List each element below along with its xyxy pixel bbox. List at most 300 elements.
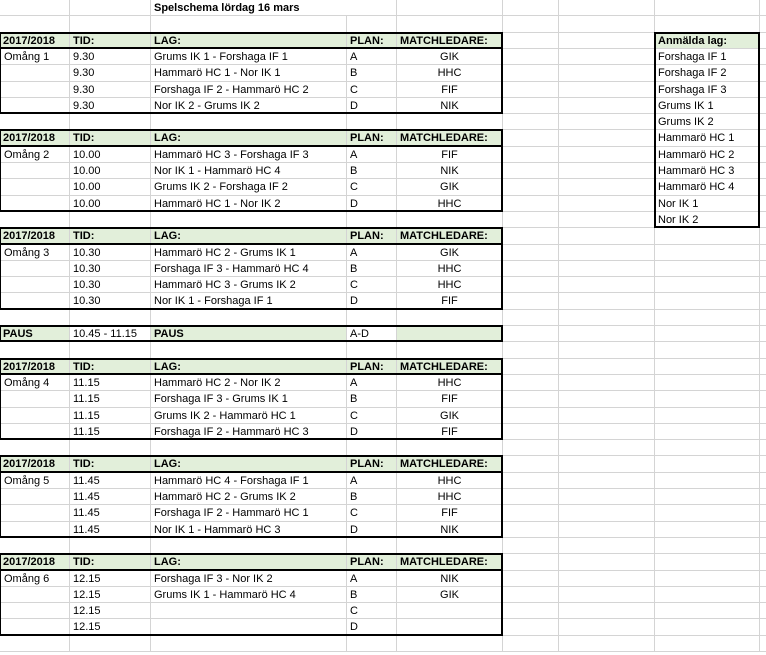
referee-cell[interactable]: GIK	[397, 587, 503, 603]
empty-cell[interactable]	[503, 293, 559, 310]
empty-cell[interactable]	[503, 554, 559, 571]
empty-cell[interactable]	[559, 65, 655, 82]
empty-cell[interactable]	[397, 310, 503, 326]
empty-cell[interactable]	[503, 49, 559, 65]
empty-cell[interactable]	[760, 261, 766, 277]
header-tid[interactable]: TID:	[70, 456, 151, 473]
empty-cell[interactable]	[503, 571, 559, 587]
empty-cell[interactable]	[655, 571, 760, 587]
empty-cell[interactable]	[760, 212, 766, 228]
empty-cell[interactable]	[70, 440, 151, 456]
match-cell[interactable]: Hammarö HC 3 - Forshaga IF 3	[151, 147, 347, 163]
empty-cell[interactable]	[151, 342, 347, 359]
header-tid[interactable]: TID:	[70, 228, 151, 245]
team-item[interactable]: Hammarö HC 1	[655, 130, 760, 147]
team-item[interactable]: Grums IK 2	[655, 114, 760, 130]
empty-cell[interactable]	[70, 342, 151, 359]
empty-cell[interactable]	[655, 619, 760, 636]
match-cell[interactable]: Nor IK 1 - Hammarö HC 3	[151, 522, 347, 538]
round-label[interactable]: Omång 2	[0, 147, 70, 163]
pause-text[interactable]: PAUS	[151, 326, 347, 342]
empty-cell[interactable]	[559, 440, 655, 456]
team-item[interactable]: Nor IK 2	[655, 212, 760, 228]
empty-cell[interactable]	[559, 0, 655, 16]
round-label[interactable]: Omång 3	[0, 245, 70, 261]
empty-cell[interactable]	[559, 82, 655, 98]
empty-cell[interactable]	[760, 587, 766, 603]
empty-cell[interactable]	[503, 147, 559, 163]
empty-cell[interactable]	[559, 375, 655, 391]
empty-cell[interactable]	[503, 114, 559, 130]
empty-cell[interactable]	[760, 245, 766, 261]
empty-cell[interactable]	[559, 619, 655, 636]
cell[interactable]	[0, 261, 70, 277]
time-cell[interactable]: 11.45	[70, 522, 151, 538]
time-cell[interactable]: 9.30	[70, 65, 151, 82]
match-cell[interactable]: Nor IK 1 - Forshaga IF 1	[151, 293, 347, 310]
empty-cell[interactable]	[760, 603, 766, 619]
empty-cell[interactable]	[760, 489, 766, 505]
empty-cell[interactable]	[655, 489, 760, 505]
empty-cell[interactable]	[760, 179, 766, 196]
empty-cell[interactable]	[559, 391, 655, 408]
field-cell[interactable]: B	[347, 391, 397, 408]
match-cell[interactable]: Forshaga IF 2 - Hammarö HC 2	[151, 82, 347, 98]
match-cell[interactable]: Forshaga IF 3 - Hammarö HC 4	[151, 261, 347, 277]
empty-cell[interactable]	[347, 440, 397, 456]
empty-cell[interactable]	[503, 424, 559, 440]
empty-cell[interactable]	[655, 293, 760, 310]
empty-cell[interactable]	[503, 473, 559, 489]
header-matchledare[interactable]: MATCHLEDARE:	[397, 228, 503, 245]
empty-cell[interactable]	[760, 49, 766, 65]
empty-cell[interactable]	[559, 473, 655, 489]
empty-cell[interactable]	[655, 538, 760, 554]
empty-cell[interactable]	[397, 114, 503, 130]
header-plan[interactable]: PLAN:	[347, 456, 397, 473]
field-cell[interactable]: B	[347, 489, 397, 505]
empty-cell[interactable]	[397, 212, 503, 228]
empty-cell[interactable]	[760, 163, 766, 179]
empty-cell[interactable]	[760, 16, 766, 33]
empty-cell[interactable]	[760, 310, 766, 326]
empty-cell[interactable]	[503, 456, 559, 473]
time-cell[interactable]: 10.30	[70, 277, 151, 293]
field-cell[interactable]: D	[347, 424, 397, 440]
empty-cell[interactable]	[503, 359, 559, 375]
header-lag[interactable]: LAG:	[151, 228, 347, 245]
empty-cell[interactable]	[559, 179, 655, 196]
referee-cell[interactable]: GIK	[397, 408, 503, 424]
empty-cell[interactable]	[559, 98, 655, 114]
field-cell[interactable]: C	[347, 277, 397, 293]
empty-cell[interactable]	[503, 98, 559, 114]
referee-cell[interactable]: FIF	[397, 505, 503, 522]
field-cell[interactable]: A	[347, 147, 397, 163]
match-cell[interactable]: Grums IK 2 - Hammarö HC 1	[151, 408, 347, 424]
empty-cell[interactable]	[655, 310, 760, 326]
empty-cell[interactable]	[760, 33, 766, 49]
empty-cell[interactable]	[503, 408, 559, 424]
empty-cell[interactable]	[559, 505, 655, 522]
match-cell[interactable]: Nor IK 2 - Grums IK 2	[151, 98, 347, 114]
empty-cell[interactable]	[559, 408, 655, 424]
field-cell[interactable]: B	[347, 163, 397, 179]
empty-cell[interactable]	[559, 196, 655, 212]
empty-cell[interactable]	[503, 163, 559, 179]
empty-cell[interactable]	[503, 342, 559, 359]
empty-cell[interactable]	[559, 147, 655, 163]
empty-cell[interactable]	[655, 0, 760, 16]
empty-cell[interactable]	[347, 342, 397, 359]
empty-cell[interactable]	[559, 49, 655, 65]
empty-cell[interactable]	[347, 636, 397, 652]
empty-cell[interactable]	[503, 196, 559, 212]
empty-cell[interactable]	[655, 326, 760, 342]
empty-cell[interactable]	[347, 114, 397, 130]
time-cell[interactable]: 12.15	[70, 571, 151, 587]
field-cell[interactable]: A	[347, 375, 397, 391]
empty-cell[interactable]	[655, 245, 760, 261]
empty-cell[interactable]	[655, 408, 760, 424]
empty-cell[interactable]	[503, 636, 559, 652]
header-tid[interactable]: TID:	[70, 33, 151, 49]
cell[interactable]	[0, 489, 70, 505]
field-cell[interactable]: A	[347, 571, 397, 587]
header-tid[interactable]: TID:	[70, 130, 151, 147]
header-matchledare[interactable]: MATCHLEDARE:	[397, 33, 503, 49]
empty-cell[interactable]	[559, 636, 655, 652]
referee-cell[interactable]: FIF	[397, 147, 503, 163]
empty-cell[interactable]	[655, 261, 760, 277]
empty-cell[interactable]	[655, 391, 760, 408]
empty-cell[interactable]	[760, 65, 766, 82]
field-cell[interactable]: C	[347, 179, 397, 196]
empty-cell[interactable]	[503, 130, 559, 147]
empty-cell[interactable]	[559, 277, 655, 293]
empty-cell[interactable]	[503, 522, 559, 538]
empty-cell[interactable]	[760, 538, 766, 554]
empty-cell[interactable]	[503, 538, 559, 554]
field-cell[interactable]: D	[347, 293, 397, 310]
round-label[interactable]: Omång 5	[0, 473, 70, 489]
referee-cell[interactable]	[397, 603, 503, 619]
header-plan[interactable]: PLAN:	[347, 33, 397, 49]
match-cell[interactable]: Grums IK 1 - Hammarö HC 4	[151, 587, 347, 603]
field-cell[interactable]: B	[347, 261, 397, 277]
time-cell[interactable]: 11.15	[70, 391, 151, 408]
empty-cell[interactable]	[397, 440, 503, 456]
header-lag[interactable]: LAG:	[151, 33, 347, 49]
referee-cell[interactable]: NIK	[397, 522, 503, 538]
empty-cell[interactable]	[559, 489, 655, 505]
empty-cell[interactable]	[760, 114, 766, 130]
empty-cell[interactable]	[503, 228, 559, 245]
empty-cell[interactable]	[151, 114, 347, 130]
empty-cell[interactable]	[559, 522, 655, 538]
empty-cell[interactable]	[503, 619, 559, 636]
empty-cell[interactable]	[559, 538, 655, 554]
empty-cell[interactable]	[760, 342, 766, 359]
header-lag[interactable]: LAG:	[151, 359, 347, 375]
match-cell[interactable]: Grums IK 2 - Forshaga IF 2	[151, 179, 347, 196]
empty-cell[interactable]	[559, 228, 655, 245]
field-cell[interactable]: C	[347, 505, 397, 522]
match-cell[interactable]: Forshaga IF 3 - Nor IK 2	[151, 571, 347, 587]
cell[interactable]	[0, 587, 70, 603]
empty-cell[interactable]	[559, 245, 655, 261]
cell[interactable]	[0, 522, 70, 538]
empty-cell[interactable]	[655, 603, 760, 619]
team-item[interactable]: Hammarö HC 2	[655, 147, 760, 163]
cell[interactable]	[0, 163, 70, 179]
referee-cell[interactable]: HHC	[397, 473, 503, 489]
empty-cell[interactable]	[503, 391, 559, 408]
empty-cell[interactable]	[503, 440, 559, 456]
referee-cell[interactable]: FIF	[397, 293, 503, 310]
empty-cell[interactable]	[655, 456, 760, 473]
empty-cell[interactable]	[70, 636, 151, 652]
empty-cell[interactable]	[503, 310, 559, 326]
time-cell[interactable]: 10.00	[70, 163, 151, 179]
empty-cell[interactable]	[503, 82, 559, 98]
time-cell[interactable]: 11.15	[70, 424, 151, 440]
empty-cell[interactable]	[559, 424, 655, 440]
empty-cell[interactable]	[760, 375, 766, 391]
header-lag[interactable]: LAG:	[151, 554, 347, 571]
time-cell[interactable]: 10.00	[70, 147, 151, 163]
empty-cell[interactable]	[0, 440, 70, 456]
empty-cell[interactable]	[559, 163, 655, 179]
header-plan[interactable]: PLAN:	[347, 228, 397, 245]
empty-cell[interactable]	[503, 603, 559, 619]
cell[interactable]	[0, 196, 70, 212]
round-label[interactable]: Omång 6	[0, 571, 70, 587]
empty-cell[interactable]	[503, 505, 559, 522]
empty-cell[interactable]	[559, 342, 655, 359]
time-cell[interactable]: 11.15	[70, 408, 151, 424]
empty-cell[interactable]	[760, 424, 766, 440]
header-lag[interactable]: LAG:	[151, 456, 347, 473]
empty-cell[interactable]	[503, 16, 559, 33]
empty-cell[interactable]	[70, 114, 151, 130]
time-cell[interactable]: 10.00	[70, 179, 151, 196]
time-cell[interactable]: 10.30	[70, 293, 151, 310]
header-season[interactable]: 2017/2018	[0, 359, 70, 375]
empty-cell[interactable]	[760, 359, 766, 375]
referee-cell[interactable]: NIK	[397, 571, 503, 587]
field-cell[interactable]: B	[347, 65, 397, 82]
empty-cell[interactable]	[397, 16, 503, 33]
empty-cell[interactable]	[151, 440, 347, 456]
cell[interactable]	[0, 277, 70, 293]
time-cell[interactable]: 10.30	[70, 261, 151, 277]
round-label[interactable]: Omång 1	[0, 49, 70, 65]
team-item[interactable]: Forshaga IF 3	[655, 82, 760, 98]
referee-cell[interactable]: HHC	[397, 65, 503, 82]
field-cell[interactable]: D	[347, 98, 397, 114]
empty-cell[interactable]	[503, 0, 559, 16]
time-cell[interactable]: 10.30	[70, 245, 151, 261]
cell[interactable]	[0, 65, 70, 82]
empty-cell[interactable]	[559, 456, 655, 473]
time-cell[interactable]: 12.15	[70, 619, 151, 636]
empty-cell[interactable]	[151, 212, 347, 228]
empty-cell[interactable]	[503, 277, 559, 293]
empty-cell[interactable]	[559, 571, 655, 587]
empty-cell[interactable]	[397, 342, 503, 359]
empty-cell[interactable]	[559, 261, 655, 277]
empty-cell[interactable]	[397, 538, 503, 554]
empty-cell[interactable]	[503, 489, 559, 505]
empty-cell[interactable]	[151, 310, 347, 326]
time-cell[interactable]: 10.00	[70, 196, 151, 212]
empty-cell[interactable]	[760, 636, 766, 652]
empty-cell[interactable]	[760, 619, 766, 636]
empty-cell[interactable]	[70, 212, 151, 228]
header-plan[interactable]: PLAN:	[347, 359, 397, 375]
header-matchledare[interactable]: MATCHLEDARE:	[397, 359, 503, 375]
header-plan[interactable]: PLAN:	[347, 554, 397, 571]
cell[interactable]	[0, 603, 70, 619]
pause-referee[interactable]	[397, 326, 503, 342]
empty-cell[interactable]	[0, 114, 70, 130]
referee-cell[interactable]: HHC	[397, 261, 503, 277]
empty-cell[interactable]	[655, 359, 760, 375]
pause-time[interactable]: 10.45 - 11.15	[70, 326, 151, 342]
time-cell[interactable]: 11.45	[70, 473, 151, 489]
time-cell[interactable]: 11.15	[70, 375, 151, 391]
round-label[interactable]: Omång 4	[0, 375, 70, 391]
empty-cell[interactable]	[760, 440, 766, 456]
header-lag[interactable]: LAG:	[151, 130, 347, 147]
match-cell[interactable]: Hammarö HC 4 - Forshaga IF 1	[151, 473, 347, 489]
empty-cell[interactable]	[503, 587, 559, 603]
empty-cell[interactable]	[760, 554, 766, 571]
header-tid[interactable]: TID:	[70, 554, 151, 571]
empty-cell[interactable]	[655, 522, 760, 538]
match-cell[interactable]: Grums IK 1 - Forshaga IF 1	[151, 49, 347, 65]
header-season[interactable]: 2017/2018	[0, 456, 70, 473]
empty-cell[interactable]	[760, 408, 766, 424]
team-item[interactable]: Hammarö HC 3	[655, 163, 760, 179]
time-cell[interactable]: 9.30	[70, 49, 151, 65]
empty-cell[interactable]	[503, 375, 559, 391]
match-cell[interactable]: Forshaga IF 2 - Hammarö HC 1	[151, 505, 347, 522]
empty-cell[interactable]	[0, 212, 70, 228]
empty-cell[interactable]	[151, 16, 347, 33]
empty-cell[interactable]	[397, 636, 503, 652]
header-tid[interactable]: TID:	[70, 359, 151, 375]
referee-cell[interactable]: FIF	[397, 424, 503, 440]
header-matchledare[interactable]: MATCHLEDARE:	[397, 456, 503, 473]
time-cell[interactable]: 9.30	[70, 82, 151, 98]
empty-cell[interactable]	[760, 82, 766, 98]
empty-cell[interactable]	[559, 212, 655, 228]
time-cell[interactable]: 9.30	[70, 98, 151, 114]
empty-cell[interactable]	[559, 359, 655, 375]
empty-cell[interactable]	[760, 277, 766, 293]
cell[interactable]	[0, 293, 70, 310]
referee-cell[interactable]: FIF	[397, 82, 503, 98]
empty-cell[interactable]	[655, 342, 760, 359]
referee-cell[interactable]: HHC	[397, 196, 503, 212]
match-cell[interactable]: Hammarö HC 1 - Nor IK 1	[151, 65, 347, 82]
cell[interactable]	[0, 408, 70, 424]
cell[interactable]	[0, 424, 70, 440]
cell[interactable]	[0, 619, 70, 636]
empty-cell[interactable]	[347, 538, 397, 554]
field-cell[interactable]: C	[347, 408, 397, 424]
empty-cell[interactable]	[559, 114, 655, 130]
referee-cell[interactable]: GIK	[397, 245, 503, 261]
empty-cell[interactable]	[70, 310, 151, 326]
empty-cell[interactable]	[655, 587, 760, 603]
referee-cell[interactable]: FIF	[397, 391, 503, 408]
field-cell[interactable]: D	[347, 619, 397, 636]
field-cell[interactable]: D	[347, 196, 397, 212]
empty-cell[interactable]	[0, 538, 70, 554]
empty-cell[interactable]	[347, 212, 397, 228]
time-cell[interactable]: 12.15	[70, 603, 151, 619]
empty-cell[interactable]	[559, 554, 655, 571]
empty-cell[interactable]	[70, 0, 151, 16]
empty-cell[interactable]	[655, 440, 760, 456]
match-cell[interactable]: Hammarö HC 3 - Grums IK 2	[151, 277, 347, 293]
empty-cell[interactable]	[760, 456, 766, 473]
cell[interactable]	[0, 179, 70, 196]
empty-cell[interactable]	[70, 16, 151, 33]
match-cell[interactable]: Forshaga IF 2 - Hammarö HC 3	[151, 424, 347, 440]
match-cell[interactable]: Hammarö HC 2 - Grums IK 2	[151, 489, 347, 505]
team-item[interactable]: Forshaga IF 2	[655, 65, 760, 82]
empty-cell[interactable]	[655, 505, 760, 522]
referee-cell[interactable]: NIK	[397, 98, 503, 114]
empty-cell[interactable]	[503, 212, 559, 228]
teams-header[interactable]: Anmälda lag:	[655, 33, 760, 49]
header-plan[interactable]: PLAN:	[347, 130, 397, 147]
match-cell[interactable]: Hammarö HC 2 - Nor IK 2	[151, 375, 347, 391]
team-item[interactable]: Nor IK 1	[655, 196, 760, 212]
empty-cell[interactable]	[70, 538, 151, 554]
empty-cell[interactable]	[760, 473, 766, 489]
team-item[interactable]: Forshaga IF 1	[655, 49, 760, 65]
empty-cell[interactable]	[760, 228, 766, 245]
empty-cell[interactable]	[655, 554, 760, 571]
empty-cell[interactable]	[0, 310, 70, 326]
empty-cell[interactable]	[347, 16, 397, 33]
match-cell[interactable]	[151, 603, 347, 619]
referee-cell[interactable]	[397, 619, 503, 636]
empty-cell[interactable]	[760, 522, 766, 538]
referee-cell[interactable]: HHC	[397, 489, 503, 505]
cell[interactable]	[0, 82, 70, 98]
empty-cell[interactable]	[347, 310, 397, 326]
referee-cell[interactable]: GIK	[397, 179, 503, 196]
field-cell[interactable]: A	[347, 49, 397, 65]
empty-cell[interactable]	[503, 261, 559, 277]
empty-cell[interactable]	[503, 245, 559, 261]
empty-cell[interactable]	[760, 147, 766, 163]
empty-cell[interactable]	[760, 571, 766, 587]
empty-cell[interactable]	[0, 342, 70, 359]
match-cell[interactable]: Nor IK 1 - Hammarö HC 4	[151, 163, 347, 179]
empty-cell[interactable]	[655, 375, 760, 391]
referee-cell[interactable]: HHC	[397, 375, 503, 391]
header-matchledare[interactable]: MATCHLEDARE:	[397, 130, 503, 147]
empty-cell[interactable]	[503, 65, 559, 82]
header-matchledare[interactable]: MATCHLEDARE:	[397, 554, 503, 571]
